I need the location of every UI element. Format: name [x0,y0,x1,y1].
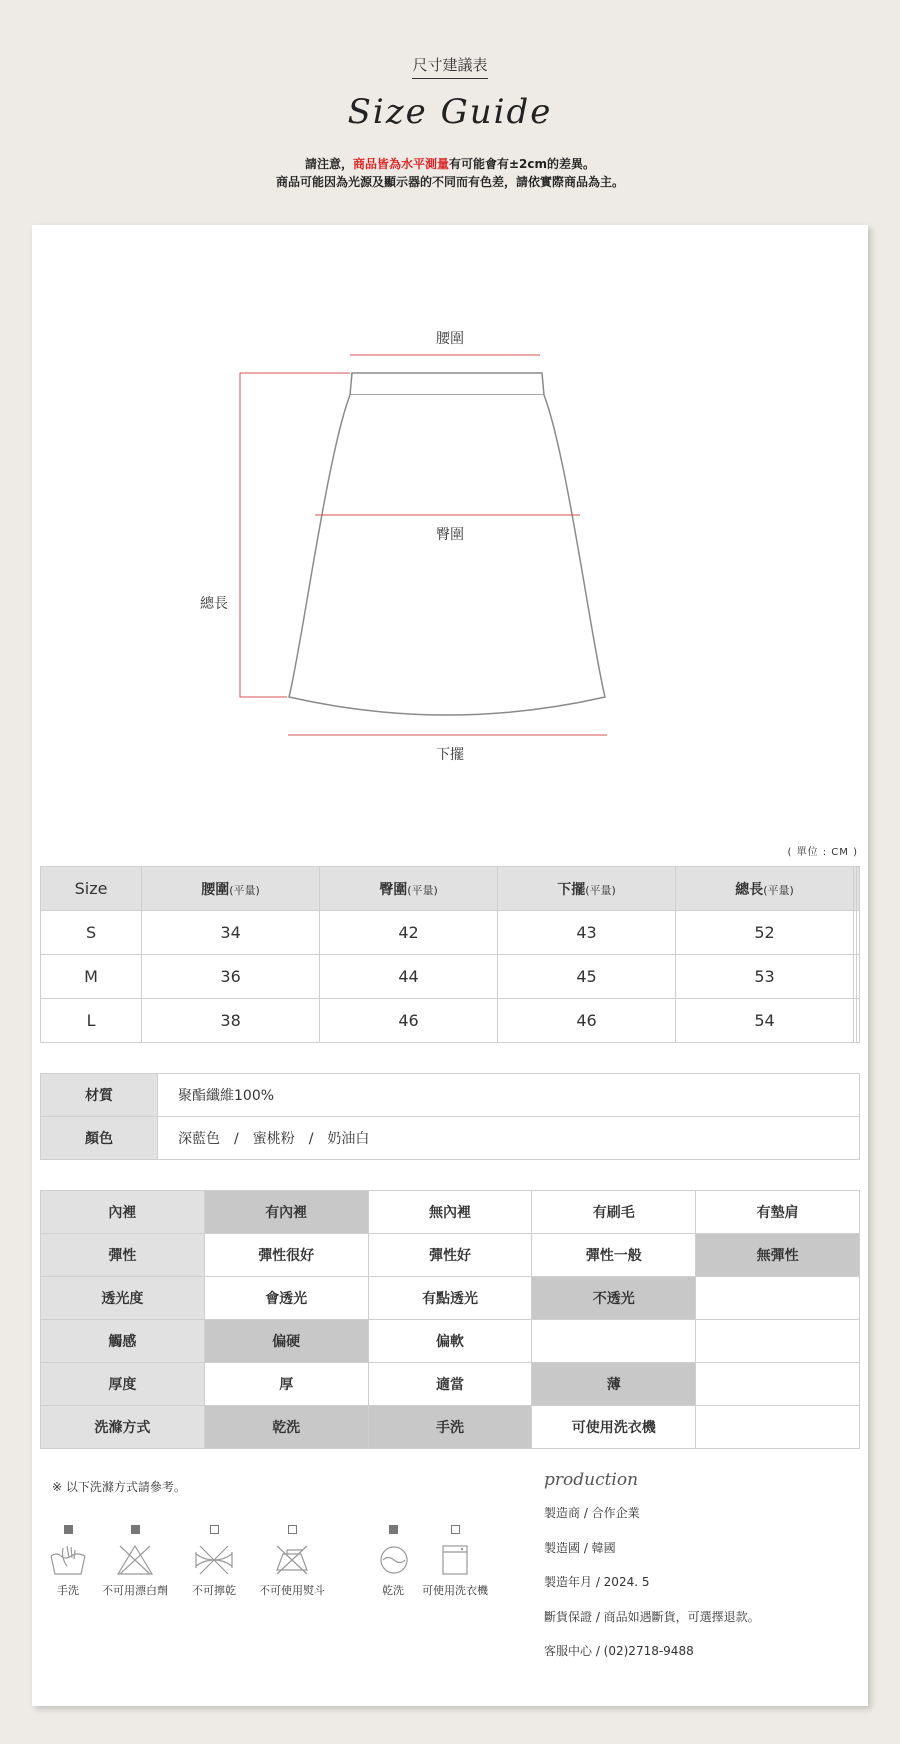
feature-option [532,1320,696,1363]
header-cell: 腰圍(平量) [142,867,320,911]
dry-clean-icon [378,1544,410,1576]
hem-label: 下擺 [436,747,464,763]
feature-row [41,1406,860,1449]
wash-option: 乾洗 [378,1525,408,1598]
table-cell [857,955,860,999]
feature-option: 薄 [532,1363,696,1406]
header-cell: Size [41,867,142,911]
header-cell: 總長(平量) [676,867,854,911]
waist-label: 腰圍 [436,331,464,347]
feature-row [41,1277,860,1320]
feature-option: 無內裡 [368,1191,532,1234]
feature-option: 有墊肩 [696,1191,860,1234]
feature-label: 洗滌方式 [41,1406,205,1449]
skirt-diagram [32,225,868,785]
wash-option: 不可擰乾 [186,1525,242,1598]
feature-option: 乾洗 [204,1406,368,1449]
feature-option: 偏軟 [368,1320,532,1363]
hip-label: 臀圍 [436,527,464,543]
table-cell: S [41,911,142,955]
feature-option: 厚 [204,1363,368,1406]
table-cell: 52 [676,911,854,955]
feature-label: 彈性 [41,1234,205,1277]
wash-option: 不可用漂白劑 [100,1525,170,1598]
feature-row [41,1320,860,1363]
production-line: 製造年月 / 2024. 5 [544,1575,650,1589]
table-cell: 46 [498,999,676,1043]
table-cell: 38 [142,999,320,1043]
wash-icons [46,1525,496,1635]
material-row [41,1074,860,1117]
feature-row [41,1191,860,1234]
color-row [41,1117,860,1160]
table-cell [857,999,860,1043]
color-value: 深藍色 / 蜜桃粉 / 奶油白 [158,1117,860,1160]
feature-label: 觸感 [41,1320,205,1363]
feature-label: 厚度 [41,1363,205,1406]
header-cell [857,867,860,911]
production-line: 客服中心 / (02)2718-9488 [544,1644,694,1658]
table-row [41,911,860,955]
feature-option: 彈性很好 [204,1234,368,1277]
feature-row [41,1363,860,1406]
table-cell: 44 [320,955,498,999]
checkbox-icon [131,1525,140,1534]
feature-option: 有內裡 [204,1191,368,1234]
wash-option: 可使用洗衣機 [420,1525,490,1598]
table-cell: M [41,955,142,999]
size-table [40,866,860,1043]
feature-option [696,1277,860,1320]
feature-option: 彈性一般 [532,1234,696,1277]
table-cell [857,911,860,955]
header-cell: 臀圍(平量) [320,867,498,911]
wash-note: ※ 以下洗滌方式請參考。 [52,1480,186,1494]
feature-option: 有點透光 [368,1277,532,1320]
no-iron-icon [273,1544,311,1576]
feature-option: 可使用洗衣機 [532,1406,696,1449]
feature-row [41,1234,860,1277]
feature-option: 彈性好 [368,1234,532,1277]
feature-table [40,1190,860,1449]
no-wring-icon [194,1544,234,1576]
washing-machine-icon [440,1544,470,1576]
unit-note: ( 單位 : CM ) [787,847,858,858]
production-line: 斷貨保證 / 商品如遇斷貨，可選擇退款。 [544,1609,760,1624]
feature-option: 偏硬 [204,1320,368,1363]
production-line: 製造國 / 韓國 [544,1540,616,1555]
table-cell: 34 [142,911,320,955]
skirt-illustration [32,225,868,785]
wash-option: 手洗 [46,1525,90,1598]
table-row [41,999,860,1043]
feature-option [696,1320,860,1363]
size-chart-label: 尺寸建議表 [0,54,900,75]
checkbox-icon [210,1525,219,1534]
material-label: 材質 [41,1074,158,1117]
length-label: 總長 [200,596,228,612]
feature-option: 有刷毛 [532,1191,696,1234]
page-title: Size Guide [347,92,553,132]
table-cell: 43 [498,911,676,955]
checkbox-icon [64,1525,73,1534]
table-cell: 45 [498,955,676,999]
material-table [40,1073,860,1160]
feature-option: 手洗 [368,1406,532,1449]
table-row [41,955,860,999]
production-info [544,1470,844,1677]
production-title: production [544,1470,639,1490]
table-cell: 46 [320,999,498,1043]
production-line: 製造商 / 合作企業 [544,1506,640,1520]
feature-option: 無彈性 [696,1234,860,1277]
feature-option: 適當 [368,1363,532,1406]
size-guide-card [32,225,868,1706]
feature-label: 內裡 [41,1191,205,1234]
feature-label: 透光度 [41,1277,205,1320]
feature-option [696,1406,860,1449]
header-cell: 下擺(平量) [498,867,676,911]
table-cell: 36 [142,955,320,999]
feature-option: 不透光 [532,1277,696,1320]
table-cell: 54 [676,999,854,1043]
feature-option: 會透光 [204,1277,368,1320]
material-value: 聚酯纖維100% [158,1074,860,1117]
wash-option: 不可使用熨斗 [252,1525,332,1598]
notice: 請注意，商品皆為水平測量有可能會有±2cm的差異。 商品可能因為光源及顯示器的不同而有色差，請依實際商品為主。 [275,157,624,189]
feature-option [696,1363,860,1406]
table-cell: L [41,999,142,1043]
table-cell: 53 [676,955,854,999]
hand-wash-icon [49,1544,87,1576]
no-bleach-icon [116,1544,154,1576]
size-table-header [41,867,860,911]
checkbox-icon [288,1525,297,1534]
color-label: 顏色 [41,1117,158,1160]
table-cell: 42 [320,911,498,955]
checkbox-icon [451,1525,460,1534]
checkbox-icon [389,1525,398,1534]
